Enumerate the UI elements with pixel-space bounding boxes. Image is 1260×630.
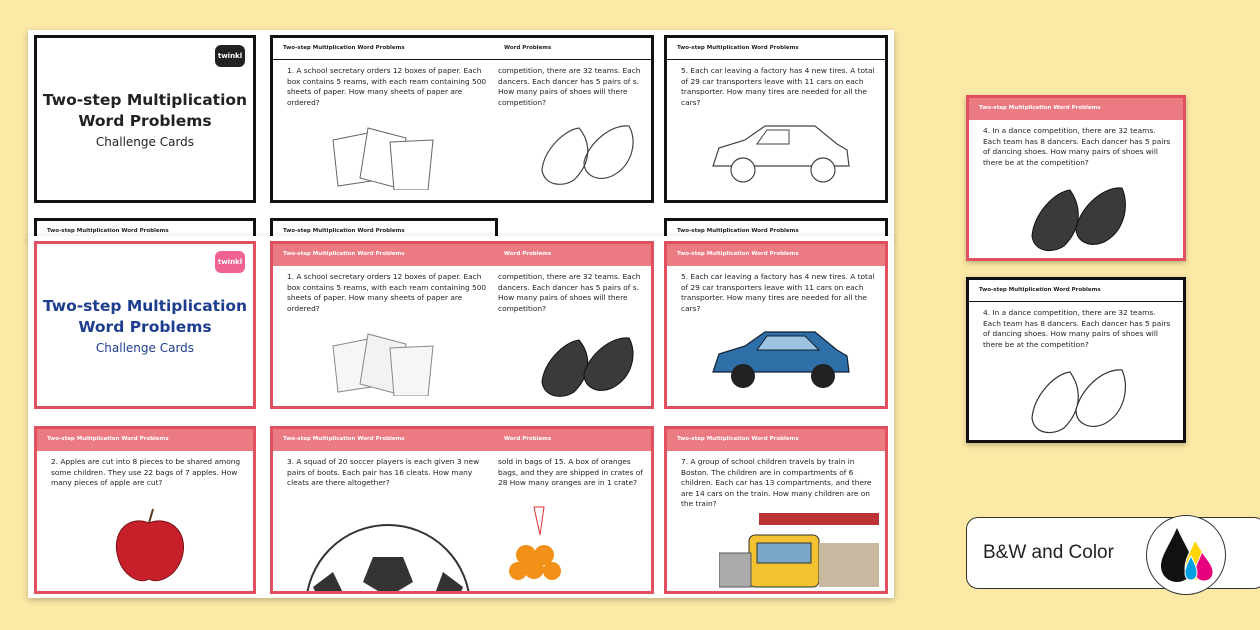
twinkl-logo: twinkl (215, 45, 245, 67)
paper-sheets-icon (328, 326, 438, 396)
title-subtitle: Challenge Cards (95, 340, 195, 355)
bw-card-4 (494, 35, 654, 203)
apple-icon (109, 507, 189, 587)
card-header: Two-step Multiplication Word Problems (273, 244, 495, 266)
color-card-3 (270, 426, 498, 594)
dance-shoes-outline-icon (1024, 352, 1134, 442)
bw-card-1 (270, 35, 498, 203)
card-header: Two-step Multiplication Word Problems (273, 429, 495, 451)
card-header: Two-step Multiplication Word Problems (667, 244, 885, 266)
paper-sheets-icon (328, 120, 438, 190)
card-header: Two-step Multiplication Word Problems (667, 38, 885, 60)
card-text: 5. Each car leaving a factory has 4 new tires. A total of 29 car transporters leave with 11 cars on each transporter. How many tires are needed for all the cars? (681, 66, 875, 107)
bw-sheet (28, 30, 894, 240)
dance-shoes-outline-icon (534, 110, 644, 190)
card-text: 3. A squad of 20 soccer players is each given 3 new pairs of boots. Each pair has 16 cleats. How many cleats are there altogether? (287, 457, 480, 487)
card-header: Word Problems (494, 38, 651, 60)
title-line1: Two-step Multiplication (42, 90, 248, 109)
twinkl-logo: twinkl (215, 251, 245, 273)
bw-title-card (34, 35, 256, 203)
train-icon (719, 513, 879, 593)
badge-label: B&W and Color (983, 542, 1114, 563)
ink-drops-svg (1147, 516, 1225, 594)
soccer-ball-icon (303, 517, 473, 594)
card-text: 7. A group of school children travels by train in Boston. The children are in compartments of 6 children. Each car has 13 compartments, and there are 14 cars on the train. How many children are on the train? (681, 457, 872, 508)
card-header: Two-step Multiplication Word Problems (667, 429, 885, 451)
title-subtitle: Challenge Cards (95, 134, 195, 149)
color-card-5 (664, 241, 888, 409)
color-title-card (34, 241, 256, 409)
card-header: Two-step Multiplication Word Problems (667, 221, 885, 240)
car-outline-icon (705, 118, 855, 188)
card-text: 4. In a dance competition, there are 32 teams. Each team has 8 dancers. Each dancer has 5 pairs of dancing shoes. How many pairs of shoes will there be at the competition? (983, 308, 1171, 349)
card-header: Two-step Multiplication Word Problems (37, 429, 253, 451)
color-card-1 (270, 241, 498, 409)
card-header: Two-step Multiplication Word Problems (37, 221, 253, 240)
card-header: Word Problems (494, 244, 651, 266)
card-text: 2. Apples are cut into 8 pieces to be shared among some children. They use 22 bags of 7 apples. How many pieces of apple are cut? (51, 457, 241, 487)
title-line2: Word Problems (78, 317, 212, 336)
card-text: 1. A school secretary orders 12 boxes of paper. Each box contains 5 reams, with each ream containing 500 sheets of paper. How many sheets of paper are ordered? (287, 272, 487, 313)
card-text: 4. In a dance competition, there are 32 teams. Each team has 8 dancers. Each dancer has 5 pairs of dancing shoes. How many pairs of shoes will there be at the competition? (983, 126, 1171, 167)
title-line2: Word Problems (78, 111, 212, 130)
card-header: Two-step Multiplication Word Problems (969, 280, 1183, 302)
title-line1: Two-step Multiplication (42, 296, 248, 315)
card-header: Two-step Multiplication Word Problems (273, 221, 495, 240)
card-header: Word Problems (494, 429, 651, 451)
bw-card-5 (664, 35, 888, 203)
color-sheet (28, 236, 894, 598)
oranges-bag-icon (504, 505, 574, 585)
card-text: competition, there are 32 teams. Each dancers. Each dancer has 5 pairs of s. How many pairs of shoes will there competition? (498, 66, 641, 107)
ink-drops-icon (1146, 515, 1226, 595)
card-text: 5. Each car leaving a factory has 4 new tires. A total of 29 car transporters leave with 11 cars on each transporter. How many tires are needed for all the cars? (681, 272, 875, 313)
color-card-6 (494, 426, 654, 594)
sample-color-card (966, 95, 1186, 261)
dance-shoes-icon (534, 322, 644, 402)
card-text: competition, there are 32 teams. Each dancers. Each dancer has 5 pairs of s. How many pairs of shoes will there competition? (498, 272, 641, 313)
color-card-2 (34, 426, 256, 594)
card-header: Two-step Multiplication Word Problems (969, 98, 1183, 120)
dance-shoes-icon (1024, 170, 1134, 260)
card-text: sold in bags of 15. A box of oranges bags, and they are shipped in crates of 28 How many oranges are in 1 crate? (498, 457, 643, 487)
color-card-7 (664, 426, 888, 594)
sample-bw-card (966, 277, 1186, 443)
color-card-4 (494, 241, 654, 409)
card-header: Two-step Multiplication Word Problems (273, 38, 495, 60)
card-text: 1. A school secretary orders 12 boxes of paper. Each box contains 5 reams, with each ream containing 500 sheets of paper. How many sheets of paper are ordered? (287, 66, 487, 107)
blue-car-icon (705, 324, 855, 396)
